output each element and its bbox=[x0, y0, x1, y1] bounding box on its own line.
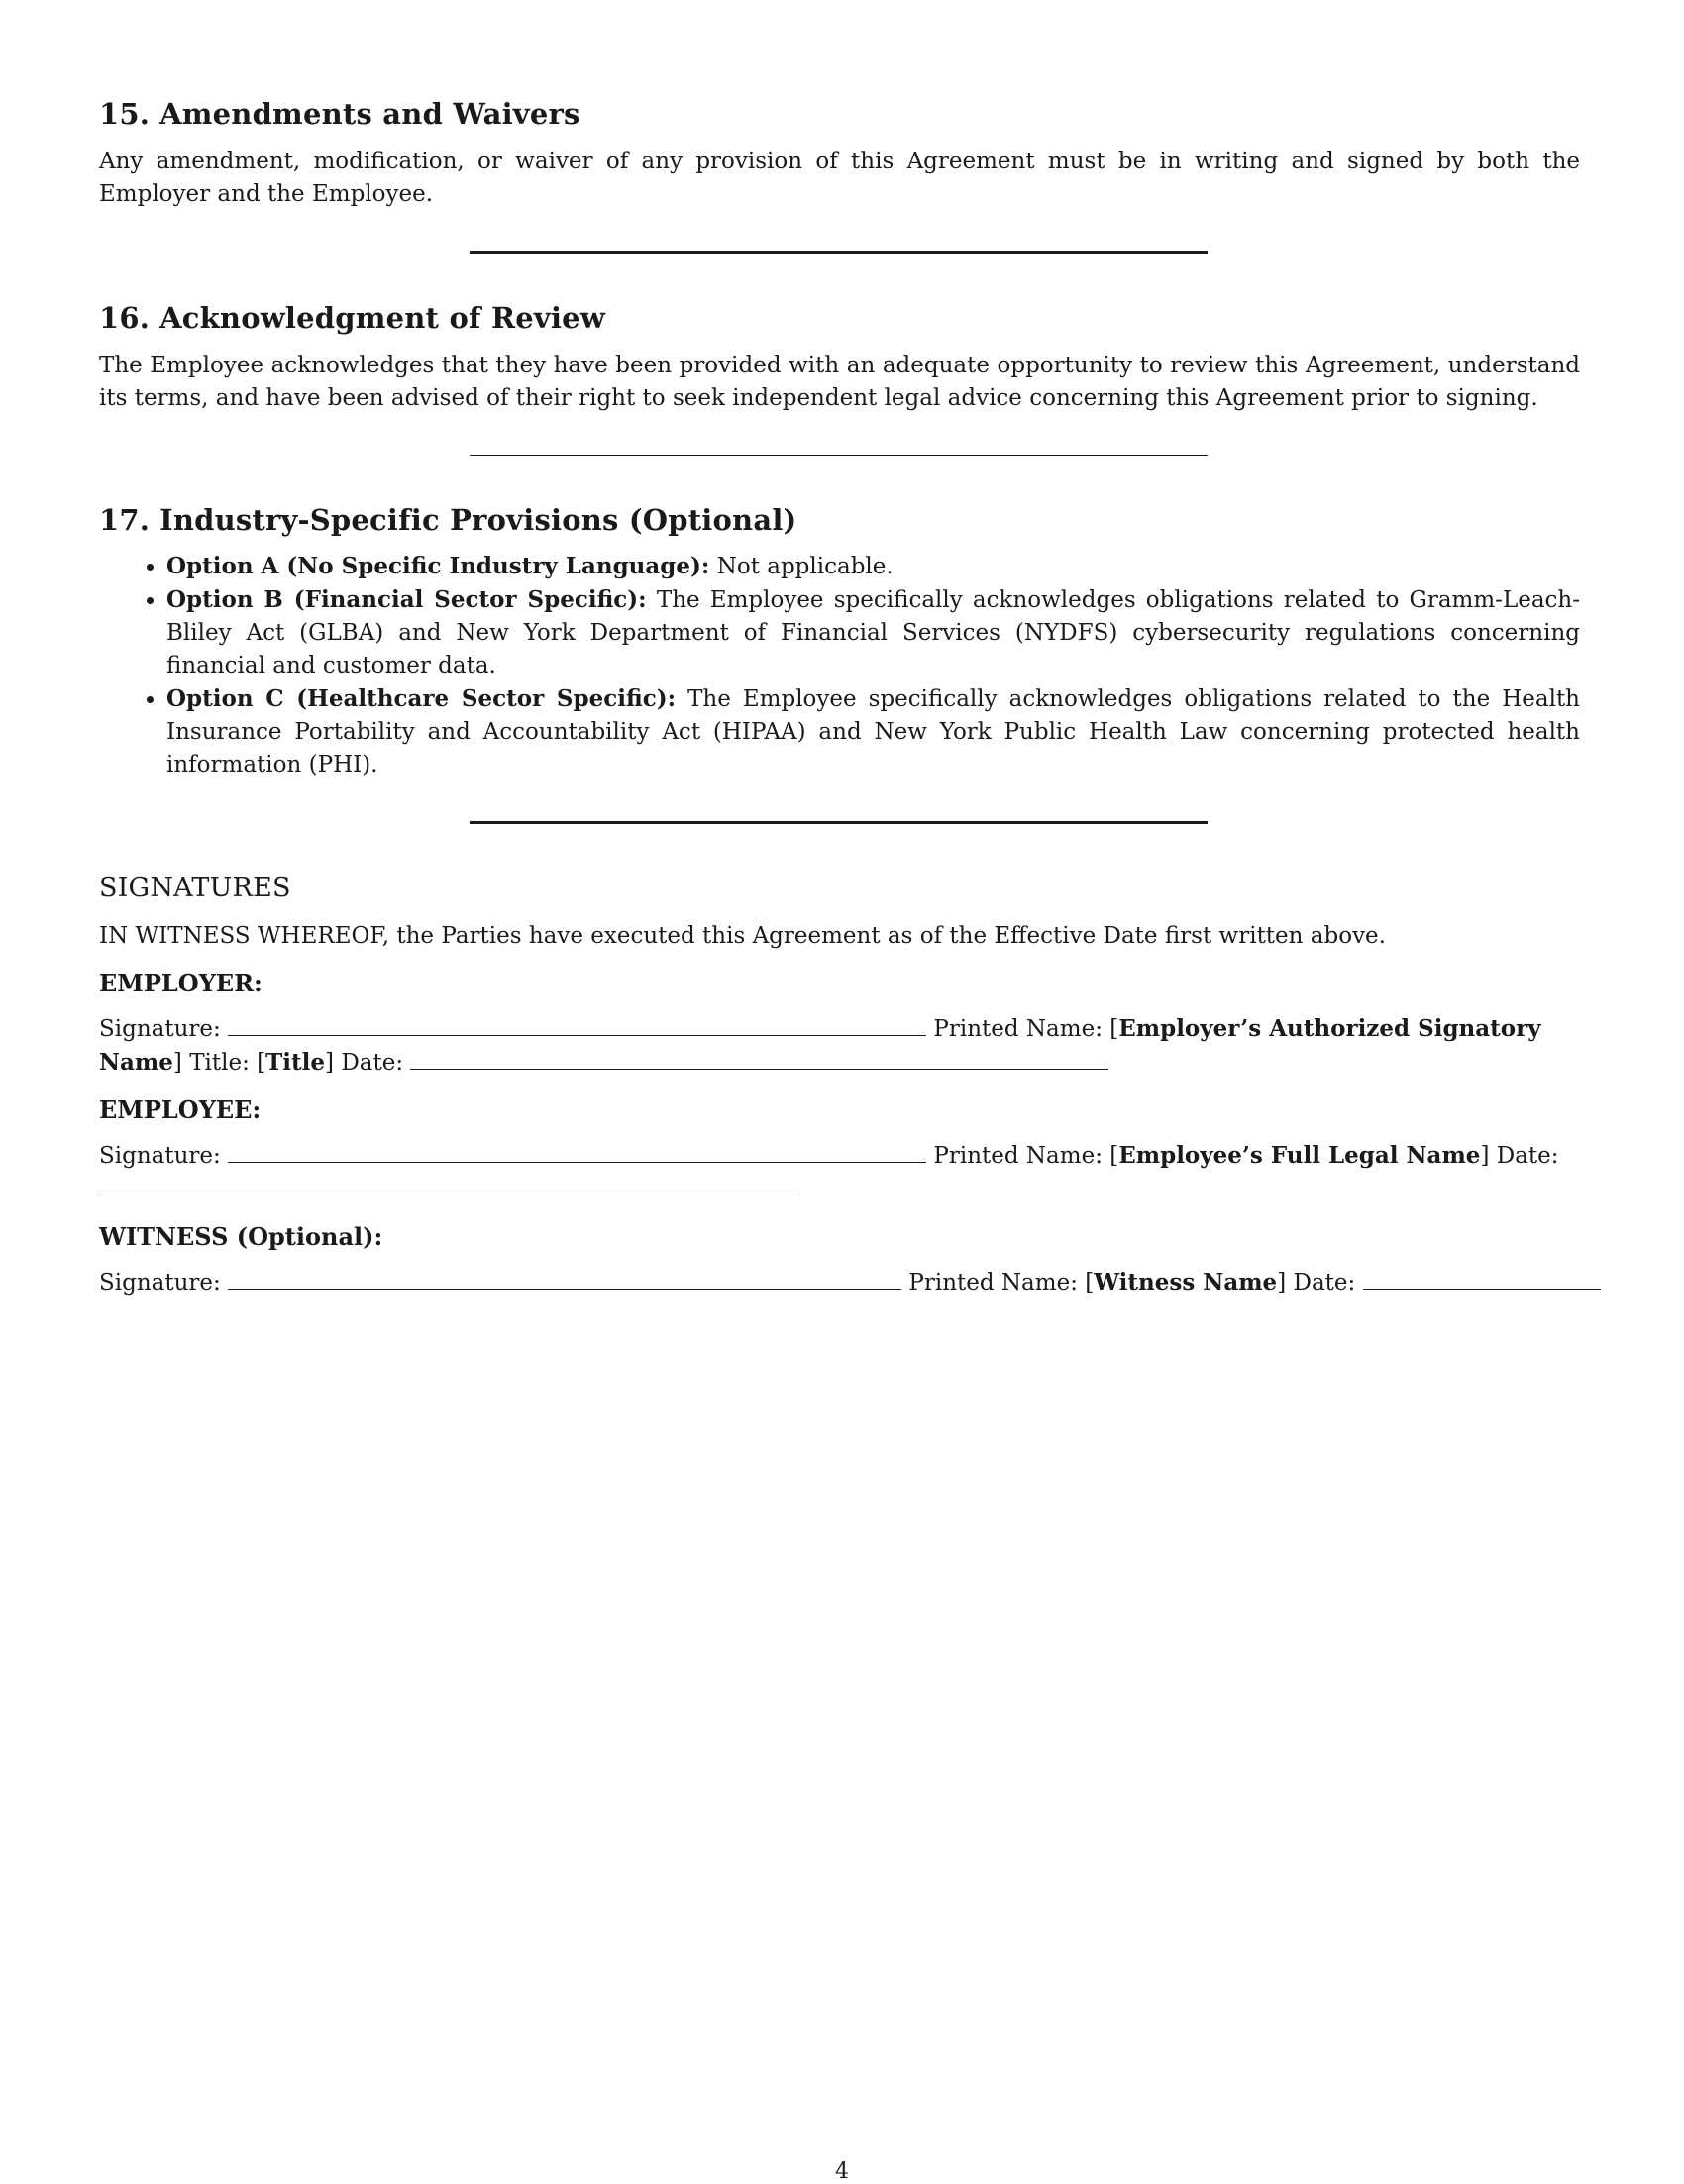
options-list bbox=[99, 550, 1580, 781]
section-body: Any amendment, modification, or waiver of any provision of this Agreement must be in writing and signed by both the Employer and the Employee. bbox=[99, 149, 1580, 207]
section-divider bbox=[470, 251, 1208, 254]
section-17 bbox=[99, 500, 1580, 781]
employer-signature-block: Signature: Printed Name: [Employer’s Authorized Signatory Name] Title: [Title] Date: bbox=[99, 1015, 1541, 1076]
employer-printed-name: Employer’s Authorized Signatory Name bbox=[99, 1015, 1541, 1076]
signatures-section bbox=[99, 869, 1580, 1300]
section-16 bbox=[99, 298, 1580, 415]
section-heading: 17. Industry-Specific Provisions (Optional) bbox=[99, 503, 797, 537]
witness-signature-block: Signature: Printed Name: [Witness Name] Date: bbox=[99, 1266, 1580, 1300]
employee-printed-name: Employee’s Full Legal Name bbox=[1118, 1142, 1481, 1169]
section-divider bbox=[470, 455, 1208, 456]
document-page bbox=[99, 94, 1580, 1300]
employee-signature-block: Signature: Printed Name: [Employee’s Full Legal Name] Date: bbox=[99, 1139, 1580, 1206]
witness-signature-line[interactable] bbox=[228, 1267, 901, 1290]
employee-signature-line[interactable] bbox=[228, 1140, 926, 1163]
witness-printed-name: Witness Name bbox=[1094, 1269, 1278, 1296]
signatures-heading: SIGNATURES bbox=[99, 873, 291, 903]
section-heading: 16. Acknowledgment of Review bbox=[99, 301, 605, 335]
page-number: 4 bbox=[835, 2159, 849, 2184]
witness-date-line[interactable] bbox=[1363, 1267, 1601, 1290]
list-item: • Option A (No Specific Industry Language): Not applicable. bbox=[166, 550, 1580, 583]
list-item: • Option C (Healthcare Sector Specific): The Employee specifically acknowledges obligations related to the Health Insurance Portability and Accountability Act (HIPAA) and New York Public Health Law concerning protected health information (PHI). bbox=[166, 682, 1580, 781]
section-body: The Employee acknowledges that they have been provided with an adequate opportunity to review this Agreement, understand its terms, and have been advised of their right to seek independent legal advice concerning this Agreement prior to signing. bbox=[99, 353, 1580, 411]
employer-signature-line[interactable] bbox=[228, 1013, 926, 1036]
list-item: • Option B (Financial Sector Specific): The Employee specifically acknowledges obligations related to Gramm-Leach-Bliley Act (GLBA) and New York Department of Financial Services (NYDFS) cybersecurity regulations concerning financial and customer data. bbox=[166, 583, 1580, 682]
employer-title: Title bbox=[265, 1049, 326, 1076]
employee-heading: EMPLOYEE: bbox=[99, 1095, 262, 1124]
employer-heading: EMPLOYER: bbox=[99, 969, 263, 997]
employee-date-line[interactable] bbox=[99, 1174, 797, 1196]
section-15 bbox=[99, 94, 1580, 211]
witness-whereof: IN WITNESS WHEREOF, the Parties have executed this Agreement as of the Effective Date first written above. bbox=[99, 923, 1386, 949]
witness-heading: WITNESS (Optional): bbox=[99, 1222, 383, 1251]
employer-date-line[interactable] bbox=[410, 1047, 1108, 1070]
section-divider bbox=[470, 821, 1208, 824]
section-heading: 15. Amendments and Waivers bbox=[99, 97, 580, 131]
